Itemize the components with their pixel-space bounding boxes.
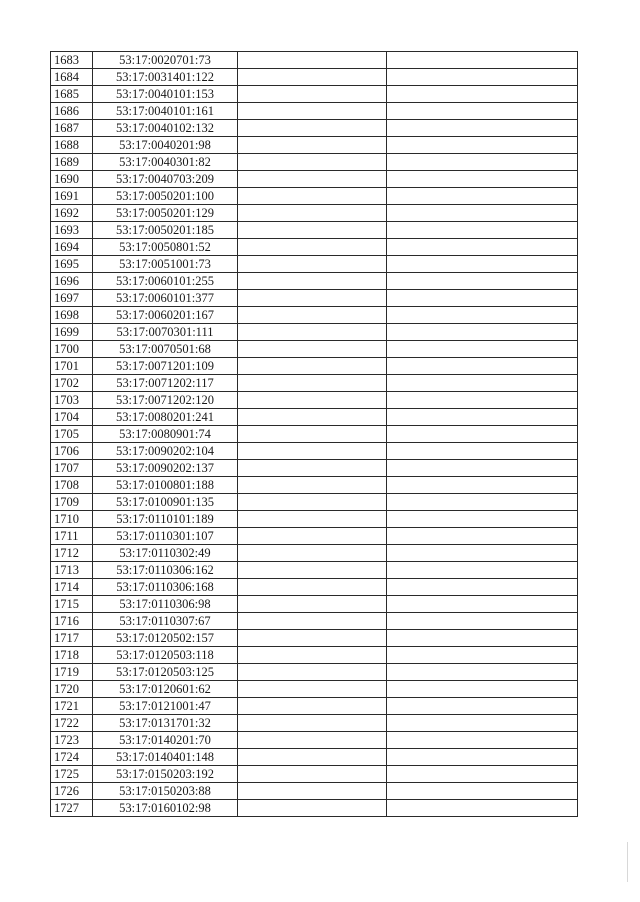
table-row [51,528,578,545]
cadastral-number-cell: 53:17:0110302:49 [93,545,238,562]
table-row [51,273,578,290]
empty-cell [238,256,387,273]
empty-cell [387,341,578,358]
cadastral-number-cell: 53:17:0071201:109 [93,358,238,375]
empty-cell [238,86,387,103]
row-number-cell: 1699 [51,324,93,341]
empty-cell [387,307,578,324]
table-row [51,460,578,477]
cadastral-number-cell: 53:17:0110101:189 [93,511,238,528]
empty-cell [387,681,578,698]
cadastral-number-cell: 53:17:0040301:82 [93,154,238,171]
empty-cell [387,460,578,477]
table-row [51,154,578,171]
empty-cell [238,426,387,443]
empty-cell [238,749,387,766]
empty-cell [238,290,387,307]
row-number-cell: 1690 [51,171,93,188]
cadastral-number-cell: 53:17:0040201:98 [93,137,238,154]
empty-cell [387,800,578,817]
cadastral-number-cell: 53:17:0100801:188 [93,477,238,494]
empty-cell [238,375,387,392]
empty-cell [238,562,387,579]
cadastral-number-cell: 53:17:0121001:47 [93,698,238,715]
cadastral-number-cell: 53:17:0050201:185 [93,222,238,239]
empty-cell [238,664,387,681]
table-row [51,545,578,562]
empty-cell [238,154,387,171]
table-row [51,137,578,154]
empty-cell [238,358,387,375]
cadastral-number-cell: 53:17:0110307:67 [93,613,238,630]
table-row [51,579,578,596]
empty-cell [387,52,578,69]
empty-cell [238,579,387,596]
row-number-cell: 1724 [51,749,93,766]
table-row [51,341,578,358]
table-row [51,800,578,817]
cadastral-number-cell: 53:17:0150203:88 [93,783,238,800]
cadastral-number-cell: 53:17:0080201:241 [93,409,238,426]
empty-cell [387,511,578,528]
empty-cell [387,103,578,120]
empty-cell [238,222,387,239]
row-number-cell: 1704 [51,409,93,426]
empty-cell [238,120,387,137]
empty-cell [387,732,578,749]
empty-cell [387,596,578,613]
row-number-cell: 1685 [51,86,93,103]
empty-cell [238,681,387,698]
table-row [51,290,578,307]
cadastral-number-cell: 53:17:0071202:117 [93,375,238,392]
table-row [51,222,578,239]
table-row [51,698,578,715]
cadastral-number-cell: 53:17:0110301:107 [93,528,238,545]
table-row [51,392,578,409]
empty-cell [387,630,578,647]
cadastral-number-cell: 53:17:0050201:129 [93,205,238,222]
table-row [51,188,578,205]
registry-table [50,51,578,817]
table-row [51,562,578,579]
row-number-cell: 1725 [51,766,93,783]
table-row [51,783,578,800]
row-number-cell: 1696 [51,273,93,290]
empty-cell [387,443,578,460]
empty-cell [387,783,578,800]
table-row [51,443,578,460]
empty-cell [238,324,387,341]
empty-cell [387,239,578,256]
empty-cell [387,375,578,392]
cadastral-number-cell: 53:17:0050801:52 [93,239,238,256]
cadastral-number-cell: 53:17:0090202:104 [93,443,238,460]
empty-cell [387,477,578,494]
table-row [51,596,578,613]
registry-sheet [50,51,578,817]
row-number-cell: 1710 [51,511,93,528]
table-row [51,324,578,341]
cadastral-number-cell: 53:17:0070501:68 [93,341,238,358]
row-number-cell: 1716 [51,613,93,630]
row-number-cell: 1694 [51,239,93,256]
empty-cell [238,307,387,324]
cadastral-number-cell: 53:17:0120503:118 [93,647,238,664]
empty-cell [238,630,387,647]
cadastral-number-cell: 53:17:0140401:148 [93,749,238,766]
table-row [51,715,578,732]
empty-cell [387,528,578,545]
cadastral-number-cell: 53:17:0120502:157 [93,630,238,647]
table-row [51,494,578,511]
cadastral-number-cell: 53:17:0051001:73 [93,256,238,273]
row-number-cell: 1722 [51,715,93,732]
cadastral-number-cell: 53:17:0110306:98 [93,596,238,613]
empty-cell [238,647,387,664]
row-number-cell: 1691 [51,188,93,205]
empty-cell [238,69,387,86]
empty-cell [238,341,387,358]
empty-cell [387,222,578,239]
cadastral-number-cell: 53:17:0140201:70 [93,732,238,749]
empty-cell [238,800,387,817]
row-number-cell: 1718 [51,647,93,664]
row-number-cell: 1717 [51,630,93,647]
cadastral-number-cell: 53:17:0050201:100 [93,188,238,205]
cadastral-number-cell: 53:17:0070301:111 [93,324,238,341]
table-row [51,103,578,120]
empty-cell [238,273,387,290]
cadastral-number-cell: 53:17:0110306:168 [93,579,238,596]
empty-cell [387,69,578,86]
row-number-cell: 1714 [51,579,93,596]
registry-table-body [51,52,578,817]
table-row [51,630,578,647]
scan-edge-mark [627,842,628,882]
empty-cell [238,494,387,511]
cadastral-number-cell: 53:17:0040102:132 [93,120,238,137]
table-row [51,86,578,103]
cadastral-number-cell: 53:17:0110306:162 [93,562,238,579]
cadastral-number-cell: 53:17:0060101:255 [93,273,238,290]
row-number-cell: 1721 [51,698,93,715]
cadastral-number-cell: 53:17:0100901:135 [93,494,238,511]
row-number-cell: 1707 [51,460,93,477]
empty-cell [238,477,387,494]
row-number-cell: 1684 [51,69,93,86]
table-row [51,375,578,392]
empty-cell [387,290,578,307]
row-number-cell: 1693 [51,222,93,239]
empty-cell [238,443,387,460]
row-number-cell: 1701 [51,358,93,375]
table-row [51,52,578,69]
empty-cell [387,664,578,681]
empty-cell [387,494,578,511]
empty-cell [238,205,387,222]
cadastral-number-cell: 53:17:0120601:62 [93,681,238,698]
row-number-cell: 1687 [51,120,93,137]
empty-cell [238,392,387,409]
empty-cell [387,749,578,766]
empty-cell [238,715,387,732]
row-number-cell: 1700 [51,341,93,358]
row-number-cell: 1713 [51,562,93,579]
empty-cell [387,171,578,188]
cadastral-number-cell: 53:17:0080901:74 [93,426,238,443]
cadastral-number-cell: 53:17:0090202:137 [93,460,238,477]
empty-cell [387,86,578,103]
cadastral-number-cell: 53:17:0040703:209 [93,171,238,188]
row-number-cell: 1706 [51,443,93,460]
cadastral-number-cell: 53:17:0040101:161 [93,103,238,120]
row-number-cell: 1723 [51,732,93,749]
row-number-cell: 1705 [51,426,93,443]
cadastral-number-cell: 53:17:0020701:73 [93,52,238,69]
empty-cell [238,596,387,613]
empty-cell [238,103,387,120]
empty-cell [238,188,387,205]
row-number-cell: 1683 [51,52,93,69]
table-row [51,171,578,188]
row-number-cell: 1686 [51,103,93,120]
table-row [51,511,578,528]
table-row [51,681,578,698]
empty-cell [238,511,387,528]
cadastral-number-cell: 53:17:0071202:120 [93,392,238,409]
empty-cell [387,647,578,664]
empty-cell [387,409,578,426]
empty-cell [238,460,387,477]
empty-cell [387,137,578,154]
table-row [51,120,578,137]
table-row [51,69,578,86]
row-number-cell: 1702 [51,375,93,392]
row-number-cell: 1720 [51,681,93,698]
row-number-cell: 1692 [51,205,93,222]
empty-cell [387,766,578,783]
table-row [51,307,578,324]
row-number-cell: 1703 [51,392,93,409]
row-number-cell: 1709 [51,494,93,511]
empty-cell [238,783,387,800]
cadastral-number-cell: 53:17:0150203:192 [93,766,238,783]
empty-cell [387,579,578,596]
empty-cell [238,732,387,749]
table-row [51,205,578,222]
empty-cell [387,188,578,205]
row-number-cell: 1711 [51,528,93,545]
row-number-cell: 1688 [51,137,93,154]
cadastral-number-cell: 53:17:0060201:167 [93,307,238,324]
row-number-cell: 1715 [51,596,93,613]
cadastral-number-cell: 53:17:0031401:122 [93,69,238,86]
empty-cell [387,358,578,375]
empty-cell [387,120,578,137]
cadastral-number-cell: 53:17:0160102:98 [93,800,238,817]
row-number-cell: 1698 [51,307,93,324]
table-row [51,613,578,630]
empty-cell [387,205,578,222]
empty-cell [387,392,578,409]
table-row [51,732,578,749]
empty-cell [387,715,578,732]
row-number-cell: 1708 [51,477,93,494]
table-row [51,426,578,443]
row-number-cell: 1689 [51,154,93,171]
empty-cell [387,256,578,273]
table-row [51,749,578,766]
empty-cell [387,562,578,579]
empty-cell [387,698,578,715]
row-number-cell: 1695 [51,256,93,273]
empty-cell [238,409,387,426]
empty-cell [387,426,578,443]
cadastral-number-cell: 53:17:0040101:153 [93,86,238,103]
empty-cell [238,52,387,69]
row-number-cell: 1712 [51,545,93,562]
row-number-cell: 1719 [51,664,93,681]
cadastral-number-cell: 53:17:0120503:125 [93,664,238,681]
empty-cell [387,154,578,171]
row-number-cell: 1727 [51,800,93,817]
empty-cell [387,613,578,630]
empty-cell [387,324,578,341]
empty-cell [238,528,387,545]
empty-cell [238,766,387,783]
table-row [51,664,578,681]
empty-cell [238,545,387,562]
table-row [51,409,578,426]
empty-cell [238,239,387,256]
table-row [51,256,578,273]
table-row [51,477,578,494]
empty-cell [238,698,387,715]
table-row [51,766,578,783]
row-number-cell: 1697 [51,290,93,307]
cadastral-number-cell: 53:17:0131701:32 [93,715,238,732]
empty-cell [238,137,387,154]
cadastral-number-cell: 53:17:0060101:377 [93,290,238,307]
empty-cell [387,273,578,290]
empty-cell [238,171,387,188]
table-row [51,647,578,664]
empty-cell [238,613,387,630]
row-number-cell: 1726 [51,783,93,800]
table-row [51,358,578,375]
empty-cell [387,545,578,562]
table-row [51,239,578,256]
